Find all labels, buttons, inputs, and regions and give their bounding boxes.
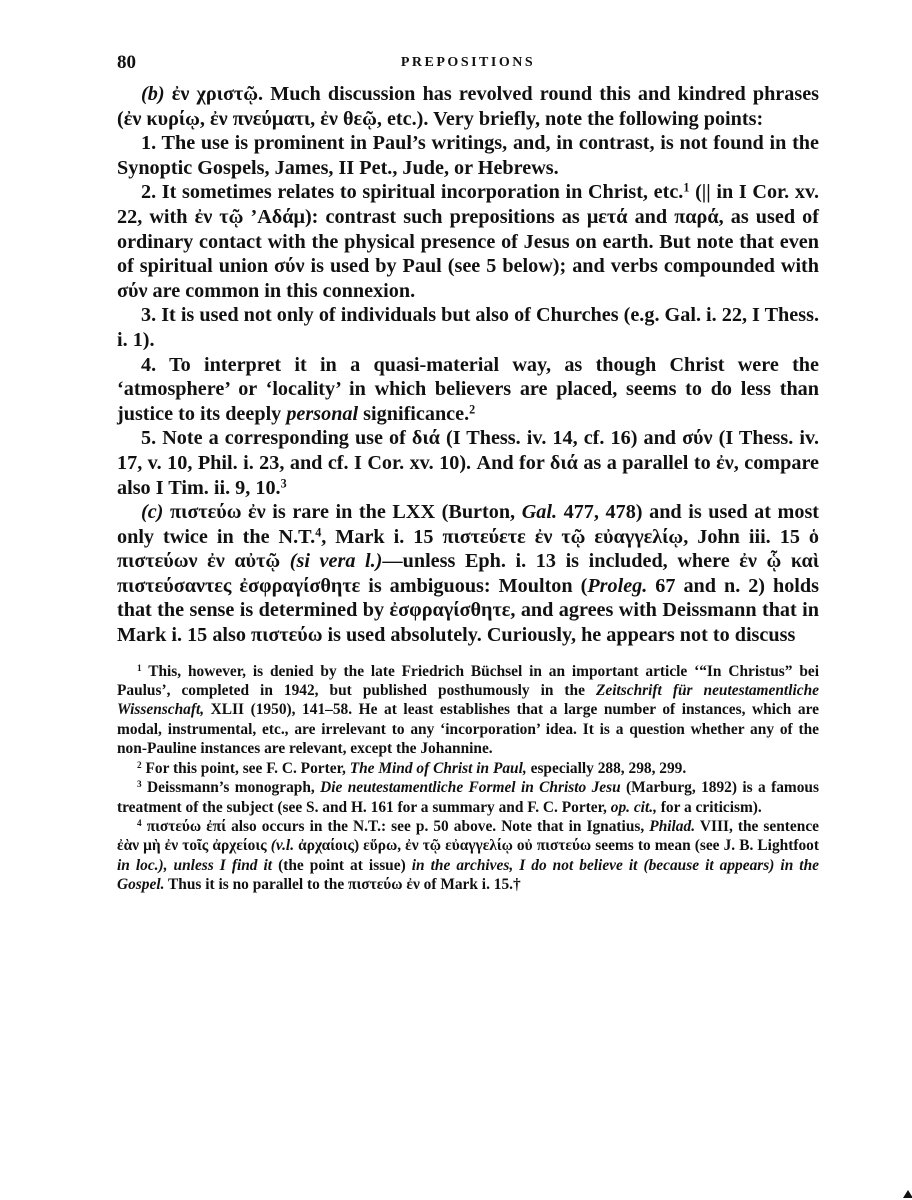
paragraph-text: significance. bbox=[363, 402, 470, 425]
paragraph-text: (|| in I Cor. xv. 22, with ἐν τῷ ’Αδάμ): contrast such prepositions as μετά and παρά, as used of ordinary contact with the physical presence of Jesus on earth. But note that even of spiritual union σύν is used by Paul (see 5 below); and verbs compounded with σύν are common in this connexion. bbox=[117, 181, 819, 302]
footnote-mark: 2 bbox=[137, 759, 142, 770]
book-page bbox=[117, 52, 819, 895]
paragraph-text: , Mark i. 15 πιστεύετε ἐν τῷ εὐαγγελίῳ, John iii. 15 ὁ πιστεύων ἐν αὐτῷ bbox=[117, 525, 819, 573]
italic-phrase: in the archives, I do not believe it bbox=[411, 856, 638, 874]
book-title: The Mind of Christ in Paul, bbox=[349, 759, 527, 777]
footnote-ref: 1 bbox=[683, 180, 690, 195]
paragraph-text: 3. It is used not only of individuals but also of Churches (e.g. Gal. i. 22, I Thess. i. 1). bbox=[117, 304, 819, 351]
corner-mark-icon bbox=[903, 1190, 912, 1198]
footnote-text: (Marburg, 1892) is a famous treatment of the subject (see S. and H. 161 for a summary and F. C. Porter, bbox=[117, 779, 819, 816]
italic-abbrev: Philad. bbox=[649, 817, 696, 835]
footnote-1 bbox=[117, 662, 819, 759]
footnote-text: VIII, the sentence ἐὰν μὴ ἐν τοῖς ἀρχείοις bbox=[117, 817, 819, 855]
footnote-text: especially 288, 298, 299. bbox=[530, 759, 687, 777]
point-4 bbox=[117, 353, 819, 427]
footnotes bbox=[117, 662, 819, 895]
book-title: Die neutestamentliche Formel in Christo Jesu bbox=[320, 779, 621, 797]
paragraph-text: 2. It sometimes relates to spiritual incorporation in Christ, etc. bbox=[141, 181, 684, 204]
footnote-ref: 2 bbox=[469, 402, 476, 417]
italic-phrase: (si vera l.) bbox=[289, 550, 383, 573]
footnote-text: πιστεύω ἐπί also occurs in the N.T.: see p. 50 above. Note that in Ignatius, bbox=[146, 817, 645, 835]
running-title: PREPOSITIONS bbox=[400, 55, 536, 70]
section-label-b: (b) bbox=[141, 83, 165, 105]
italic-abbrev: Gal. bbox=[521, 501, 558, 524]
paragraph-text: Much discussion has revolved round this and kindred phrases (ἐν κυρίῳ, ἐν πνεύματι, ἐν θεῷ, etc.). Very briefly, note the following points: bbox=[117, 83, 820, 130]
point-5 bbox=[117, 426, 819, 500]
footnote-text: (the point at issue) bbox=[278, 856, 406, 874]
section-label-c: (c) bbox=[141, 501, 164, 524]
paragraph-text: πιστεύω ἐν is rare in the LXX (Burton, bbox=[170, 501, 516, 524]
italic-abbrev: in loc.), bbox=[117, 856, 168, 874]
footnote-text: for a criticism). bbox=[660, 798, 762, 816]
paragraph-c bbox=[117, 500, 819, 648]
footnote-mark: 3 bbox=[137, 779, 142, 790]
paragraph-text: 477, 478) and is used at most only twice in the N.T. bbox=[117, 501, 820, 548]
footnote-ref: 3 bbox=[280, 475, 287, 490]
italic-abbrev: op. cit., bbox=[610, 798, 657, 816]
page-header bbox=[117, 52, 819, 82]
footnote-3 bbox=[117, 778, 819, 817]
paragraph-text: 5. Note a corresponding use of διά (I Thess. iv. 14, cf. 16) and σύν (I Thess. iv. 17, v. 10, Phil. i. 23, and cf. I Cor. xv. 10). And for διά as a parallel to ἐν, compare also I Tim. ii. 9, 10. bbox=[117, 427, 819, 499]
footnote-ref: 4 bbox=[315, 525, 322, 540]
greek-phrase: ἐν χριστῷ. bbox=[171, 83, 264, 105]
point-1 bbox=[117, 131, 819, 180]
footnote-text: Deissmann’s monograph, bbox=[147, 779, 315, 797]
italic-abbrev: (v.l. bbox=[270, 837, 295, 855]
main-text bbox=[117, 82, 819, 648]
footnote-2 bbox=[117, 759, 819, 778]
italic-word: personal bbox=[286, 402, 359, 425]
footnote-text: ἀρχαίοις) εὕρω, ἐν τῷ εὐαγγελίῳ οὐ πιστεύω seems to mean (see J. B. Lightfoot bbox=[298, 837, 819, 855]
paragraph-text: 67 and n. 2) holds that the sense is determined by ἐσφραγίσθητε, and agrees with Deissmann that in Mark i. 15 also πιστεύω is used absolutely. Curiously, he appears not to discuss bbox=[117, 574, 819, 647]
paragraph-text: 4. To interpret it in a quasi-material way, as though Christ were the ‘atmosphere’ or ‘locality’ in which believers are placed, seems to do less than justice to its deeply bbox=[117, 353, 819, 425]
italic-phrase: unless I find it bbox=[173, 856, 273, 874]
point-3 bbox=[117, 303, 819, 352]
footnote-text: Thus it is no parallel to the πιστεύω ἐν of Mark i. 15.† bbox=[168, 876, 521, 894]
point-2 bbox=[117, 180, 819, 303]
footnote-text: For this point, see F. C. Porter, bbox=[145, 759, 346, 777]
footnote-text: XLII (1950), 141–58. He at least establishes that a large number of instances, which are modal, instrumental, etc., are irrelevant to any ‘incorporation’ idea. It is a question whether any of the non-Pauline instances are relevant, except the Johannine. bbox=[117, 701, 819, 758]
page-number: 80 bbox=[117, 52, 136, 73]
italic-abbrev: Proleg. bbox=[587, 574, 648, 597]
footnote-mark: 1 bbox=[137, 662, 142, 673]
journal-title: Zeitschrift für neutestamentliche Wissenschaft, bbox=[117, 682, 819, 719]
footnote-4 bbox=[117, 817, 819, 895]
italic-phrase: (because it appears) in the Gospel. bbox=[117, 856, 819, 894]
footnote-mark: 4 bbox=[137, 817, 142, 828]
footnote-text: This, however, is denied by the late Friedrich Büchsel in an important article ‘“In Christus” bei Paulus’, completed in 1942, but published posthumously in the bbox=[117, 662, 819, 700]
paragraph-text: —unless Eph. i. 13 is included, where ἐν ᾧ καὶ πιστεύσαντες ἐσφραγίσθητε is ambiguous: Moulton ( bbox=[117, 550, 820, 597]
paragraph-text: 1. The use is prominent in Paul’s writings, and, in contrast, is not found in the Synoptic Gospels, James, II Pet., Jude, or Hebrews. bbox=[117, 132, 819, 179]
paragraph-b bbox=[117, 82, 819, 131]
